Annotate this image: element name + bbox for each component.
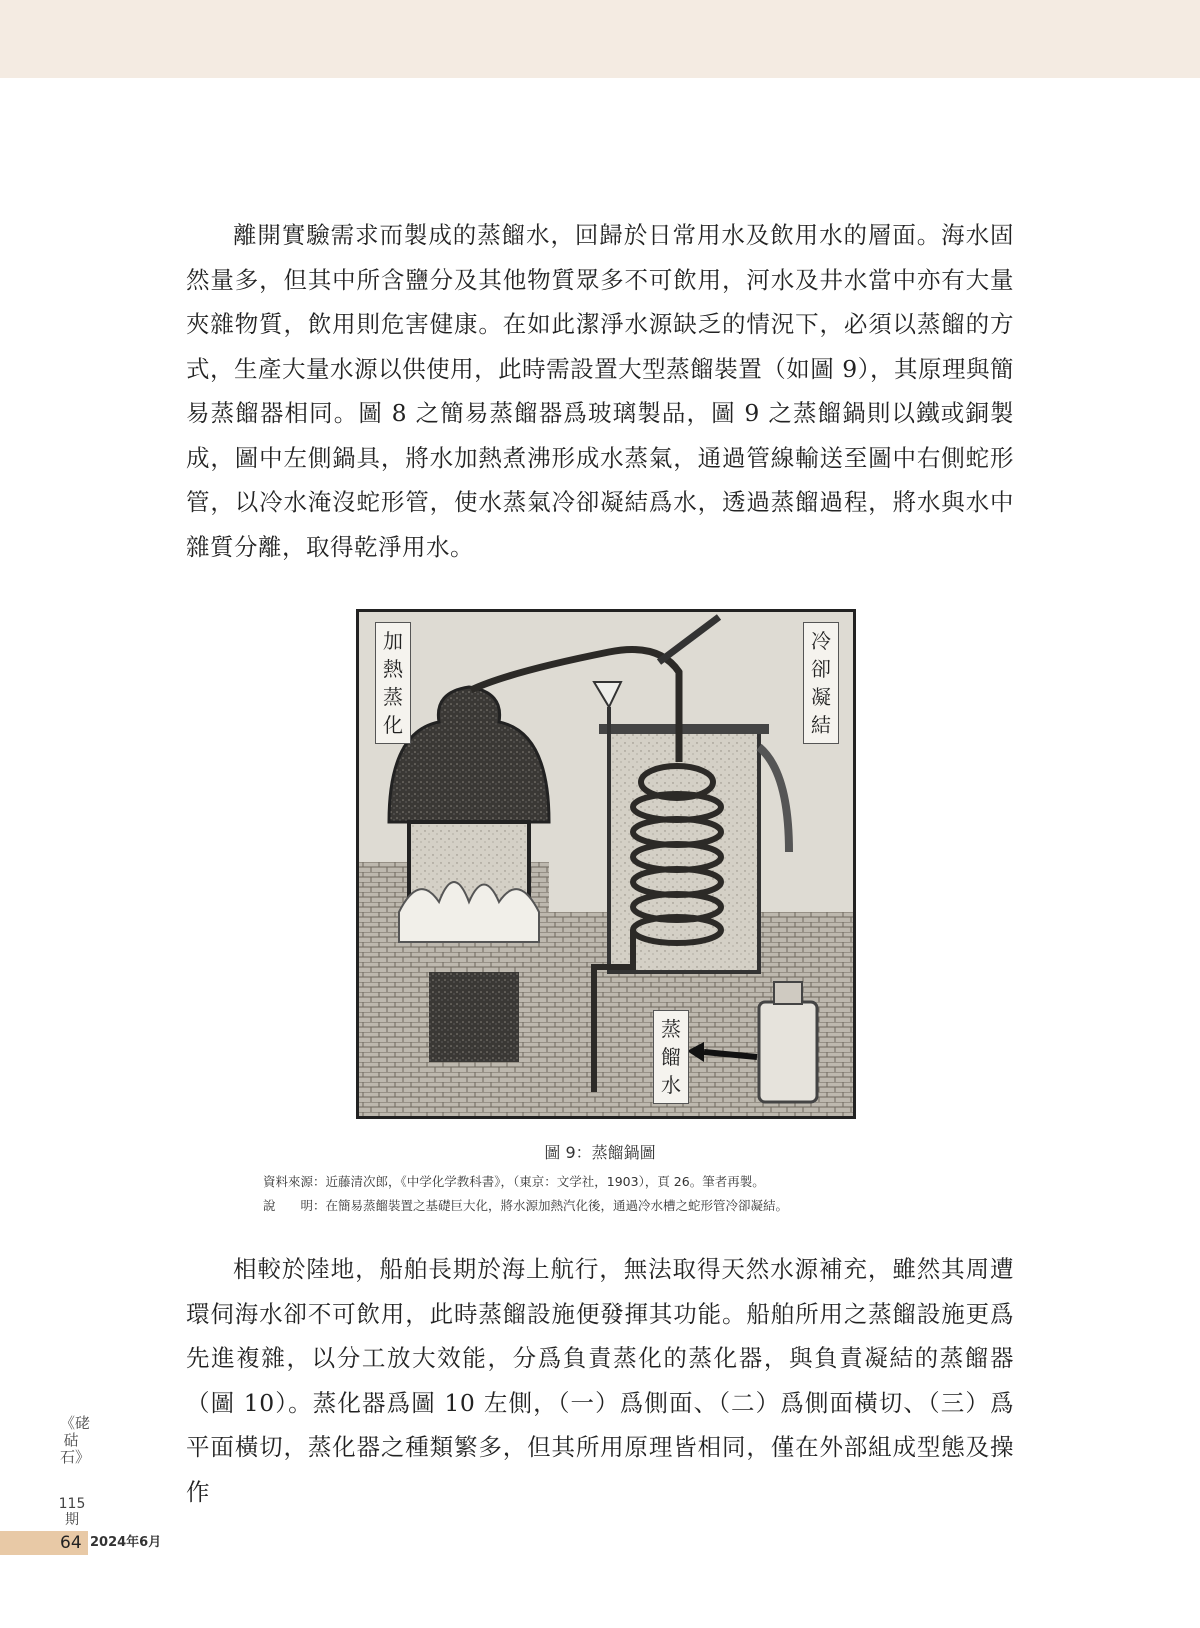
figure-source-note: 資料來源：近藤清次郎，《中学化学教科書》，（東京：文学社，1903），頁 26。筆者再製。 — [263, 1174, 765, 1189]
figure-caption: 圖 9：蒸餾鍋圖 — [544, 1143, 656, 1162]
publication-date: 2024年6月 — [90, 1535, 162, 1550]
body-paragraph-2 — [186, 1247, 1014, 1514]
header-band — [0, 0, 1200, 78]
paragraph-2-text: 相較於陸地，船舶長期於海上航行，無法取得天然水源補充，雖然其周遭環伺海水卻不可飲用，此時蒸餾設施便發揮其功能。船舶所用之蒸餾設施更爲先進複雜，以分工放大效能，分爲負責蒸化的蒸化器，與負責凝結的蒸餾器（圖 10）。蒸化器爲圖 10 左側，（一）爲側面、（二）爲側面橫切、（三）爲平面橫切，蒸化器之種類繁多，但其所用原理皆相同，僅在外部組成型態及操作 — [186, 1255, 1014, 1506]
issue-number: 115期 — [58, 1496, 86, 1528]
body-paragraph-1 — [186, 213, 1014, 569]
distillation-figure — [356, 609, 856, 1119]
label-distilled-water: 蒸餾水 — [653, 1010, 689, 1104]
journal-name: 《硓𥑮石》 — [60, 1414, 91, 1466]
distillation-illustration — [359, 612, 853, 1116]
paragraph-1-text: 離開實驗需求而製成的蒸餾水，回歸於日常用水及飲用水的層面。海水固然量多，但其中所含鹽分及其他物質眾多不可飲用，河水及井水當中亦有大量夾雜物質，飲用則危害健康。在如此潔淨水源缺乏的情況下，必須以蒸餾的方式，生產大量水源以供使用，此時需設置大型蒸餾裝置（如圖 9），其原理與簡易蒸餾器相同。圖 8 之簡易蒸餾器爲玻璃製品，圖 9 之蒸餾鍋則以鐵或銅製成，圖中左側鍋具，將水加熱煮沸形成水蒸氣，通過管線輸送至圖中右側蛇形管，以冷水淹沒蛇形管，使水蒸氣冷卻凝結爲水，透過蒸餾過程，將水與水中雜質分離，取得乾淨用水。 — [186, 221, 1014, 561]
figure-description-note: 說 明：在簡易蒸餾裝置之基礎巨大化，將水源加熱汽化後，通過冷水槽之蛇形管冷卻凝結。 — [263, 1198, 789, 1213]
label-heating-vaporization: 加熱蒸化 — [375, 622, 411, 744]
page-number: 64 — [60, 1533, 82, 1553]
label-cooling-condensation: 冷卻凝結 — [803, 622, 839, 744]
